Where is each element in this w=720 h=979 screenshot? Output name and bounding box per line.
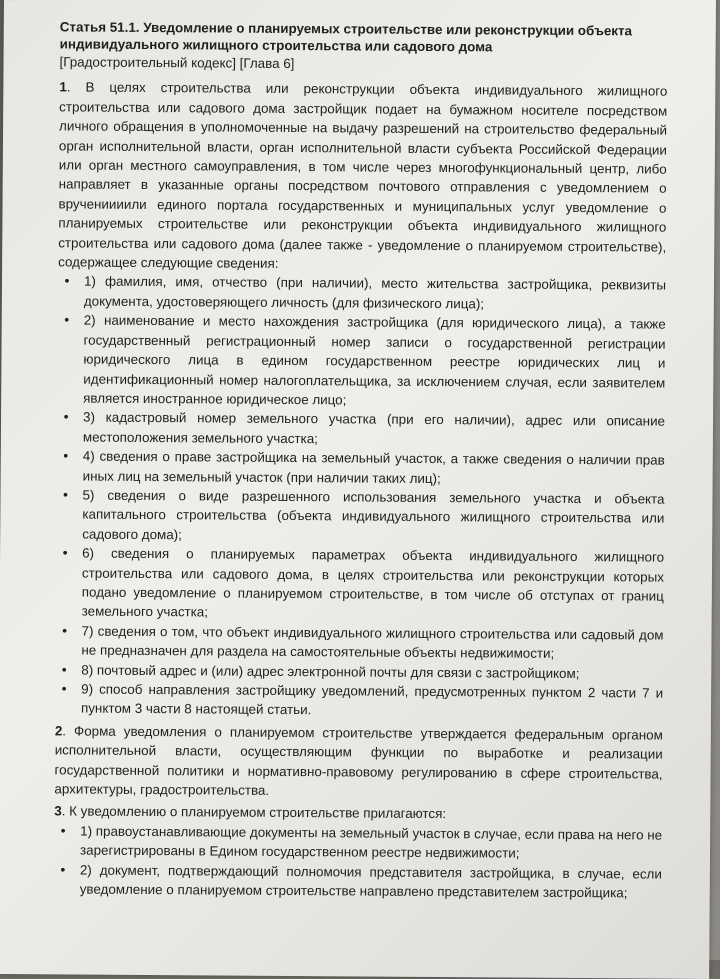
list-item: • 2) наименование и место нахождения застройщика (для юридического лица), а также государственный регистрационный номер записи о государственной регистрации юридического лица в едином государственном реестре юридических лиц и идентификационный номер налогоплательщика, за исключением случая, если заявителем является иностранное юридическое лицо;: [57, 311, 666, 412]
list-item: • 7) сведения о том, что объект индивидуального жилищного строительства или садовый дом не предназначен для раздела на самостоятельные объекты недвижимости;: [55, 621, 663, 664]
list-item: • 1) фамилия, имя, отчество (при наличии), место жительства застройщика, реквизиты документа, удостоверяющего личность (для физического лица);: [58, 272, 666, 315]
article-title: Статья 51.1. Уведомление о планируемых строительстве или реконструкции объекта индивидуального жилищного строительства или садового дома: [59, 19, 633, 55]
list-item: • 4) сведения о праве застройщика на земельный участок, а также сведения о наличии прав иных лиц на земельный участок (при наличии таких лиц);: [57, 447, 665, 490]
bullet-icon: •: [61, 680, 67, 697]
bullet-icon: •: [64, 272, 70, 289]
bullet-icon: •: [63, 408, 69, 425]
section-3-list: [54, 821, 663, 903]
bullet-icon: •: [62, 622, 68, 639]
bullet-icon: •: [62, 544, 68, 561]
bullet-icon: •: [62, 486, 69, 503]
bullet-icon: •: [60, 861, 66, 878]
section-number: 2: [54, 723, 63, 739]
article-source: [Градостроительный кодекс] [Глава 6]: [59, 54, 295, 72]
list-item: • 5) сведения о виде разрешенного использования земельного участка и объекта капитального строительства (объекта индивидуального жилищного строительства или садового дома);: [56, 485, 664, 547]
bullet-icon: •: [60, 822, 66, 839]
list-item: • 9) способ направления застройщику уведомлений, предусмотренных пунктом 2 части 7 и пунктом 3 части 8 настоящей статьи.: [55, 679, 663, 722]
document-body: [54, 18, 668, 903]
section-2: [54, 721, 663, 803]
list-item: • 3) кадастровый номер земельного участка (при его наличии), адрес или описание местоположения земельного участка;: [57, 408, 665, 451]
list-item: • 2) документ, подтверждающий полномочия представителя застройщика, в случае, если уведомление о планируемом строительстве направлено представителем застройщика;: [54, 860, 662, 903]
list-item: • 8) почтовый адрес и (или) адрес электронной почты для связи с застройщиком;: [55, 660, 663, 684]
list-item: • 6) сведения о планируемых параметрах объекта индивидуального жилищного строительства или садового дома, в целях строительства или реконструкции которых подано уведомление о планируемом строительстве, в том числе об отступах от границ земельного участка;: [56, 544, 665, 626]
section-1-list: [55, 272, 666, 723]
section-1: [58, 78, 667, 276]
list-item: • 1) правоустанавливающие документы на земельный участок в случае, если права на него не зарегистрированы в Едином государственном реестре недвижимости;: [54, 821, 662, 864]
bullet-icon: •: [63, 447, 69, 464]
section-text: . Форма уведомления о планируемом строительстве утверждается федеральным органом исполнительной власти, осуществляющим функции по выработке и реализации государственной политики и нормативно-правовому регулированию в сфере строительства, архитектуры, градостроительства.: [54, 723, 663, 798]
section-text: . К уведомлению о планируемом строительстве прилагаются:: [61, 803, 447, 822]
bullet-icon: •: [64, 311, 70, 328]
section-number: 1: [59, 79, 67, 95]
bullet-icon: •: [61, 661, 67, 678]
section-text: . В целях строительства или реконструкции объекта индивидуального жилищного строительства или садового дома застройщик подает на бумажном носителе посредством личного обращения в уполномоченные на выдачу разрешений на строительство федеральный орган исполнительной власти, орган исполнительной власти субъекта Российской Федерации или орган местного самоуправления, в том числе через многофункциональный центр, либо направляет в указанные органы посредством почтового отправления с уведомлением о вручениииили единого портала государственных и муниципальных услуг уведомление о планируемых строительстве или реконструкции объекта индивидуального жилищного строительства или садового дома (далее также - уведомление о планируемом строительстве), содержащее следующие сведения:: [58, 79, 668, 271]
section-number: 3: [54, 803, 62, 819]
